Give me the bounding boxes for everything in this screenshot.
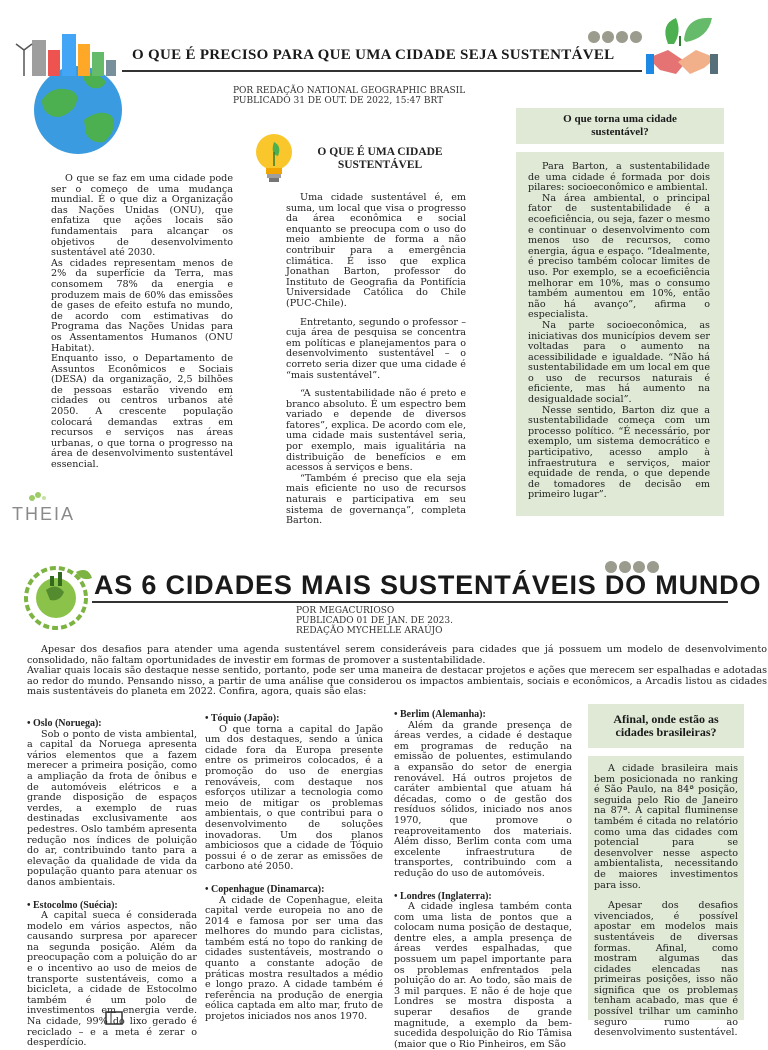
city-name: Copenhague (Dinamarca): bbox=[211, 884, 324, 895]
city-title: • Oslo (Noruega): bbox=[27, 719, 197, 730]
byline-date: PUBLICADO 01 DE JAN. DE 2023. bbox=[296, 616, 453, 626]
paragraph: A cidade brasileira mais bem posicionada no ranking é São Paulo, na 84ª posição, seguida pelo Rio de Janeiro na 87ª. A capital fluminense também é citada no relatório como uma das cidades com potencial para se desenvolver nesse aspecto ambientalista, necessitando de maiores investimentos para isso. bbox=[594, 764, 738, 891]
city-text: A cidade inglesa também conta com uma lista de pontos que a colocam numa posição de destaque, dentre eles, a ampla presença de áreas verdes espalhadas, que possuem um papel importante para os problemas enfrentados pela poluição do ar. Ao todo, são mais de 3 mil parques. E não é de hoje que Londres se mostra disposta a superar desafios de grande magnitude, a exemplo da bem-sucedida despoluição do Rio Tâmisa (maior que o Rio Pinheiros, em São bbox=[394, 902, 572, 1050]
city-title: • Londres (Inglaterra): bbox=[394, 892, 572, 903]
top-mid-column bbox=[286, 193, 466, 527]
mid-heading: O QUE É UMA CIDADE SUSTENTÁVEL bbox=[300, 146, 460, 172]
paragraph: Apesar dos desafios para atender uma agenda sustentável serem consideráveis para cidades que já possuem um modelo de desenvolvimento consolidado, não faltam oportunidades de investir em formas de promover a sustentabilidade. bbox=[27, 645, 767, 666]
paragraph: Para Barton, a sustentabilidade de uma cidade é formada por dois pilares: socioeconômico e ambiental. bbox=[528, 162, 710, 194]
side-heading: O que torna uma cidade sustentável? bbox=[555, 113, 685, 139]
city-title: • Berlim (Alemanha): bbox=[394, 710, 572, 721]
paragraph: Uma cidade sustentável é, em suma, um local que visa o progresso da área econômica e social enquanto se preocupa com o uso do meio ambiente de forma a não contribuir para a emergência climática. É isso que explica Jonathan Barton, professor do Instituto de Geografia da Pontifícia Universidade Católica do Chile (PUC-Chile). bbox=[286, 193, 466, 310]
city-entry-londres bbox=[394, 892, 572, 1050]
cities-column-1 bbox=[27, 719, 197, 1049]
paragraph: Apesar dos desafios vivenciados, é possível apostar em modelos mais sustentáveis de diversas formas. Afinal, como mostram algumas das cidades elencadas nas primeiras posições, isso não significa que os problemas tenham acabado, mas que é possível trilhar um caminho seguro rumo ao desenvolvimento sustentável. bbox=[594, 901, 738, 1039]
city-entry-estocolmo bbox=[27, 901, 197, 1049]
side-box bbox=[516, 152, 724, 516]
bottom-intro bbox=[27, 645, 767, 698]
top-article-title: O QUE É PRECISO PARA QUE UMA CIDADE SEJA SUSTENTÁVEL bbox=[132, 47, 615, 64]
city-text: Sob o ponto de vista ambiental, a capital da Noruega apresenta vários elementos que a fazem merecer a primeira posição, como a ampliação da frota de ônibus e de automóveis elétricos e a grande disposição de espaços verdes, a exemplo de ruas destinadas exclusivamente aos pedestres. Oslo também apresenta redução nos índices de poluição do ar, contribuindo tanto para a elevação da qualidade de vida da população quanto para atenuar os danos ambientais. bbox=[27, 730, 197, 889]
paragraph: “Também é preciso que ela seja mais eficiente no uso de recursos naturais e participativa em seu sistema de governança”, completa Barton. bbox=[286, 474, 466, 527]
cities-column-2 bbox=[205, 714, 383, 1023]
paragraph: Na área ambiental, o principal fator de sustentabilidade é a ecoeficiência, ou seja, fazer o mesmo e continuar o desenvolvimento com menos uso de recursos, como energia, água e espaço. “Idealmente, é preciso também colocar limites de uso. Por exemplo, se a ecoeficiência melhorar em 10%, mas o consumo também aumentou em 10%, então não há avanço”, afirma o especialista. bbox=[528, 194, 710, 321]
city-text: O que torna a capital do Japão um dos destaques, sendo a única cidade fora da Europa presente entre os primeiros colocados, é a promoção do uso de energias renováveis, com destaque nos esforços utilizar a tecnologia como meio de mitigar os problemas ambientais, o que contribui para o desenvolvimento de soluções inovadoras. Um dos planos ambiciosos que a cidade de Tóquio possui é o de zerar as emissões de carbono até 2050. bbox=[205, 725, 383, 873]
city-name: Oslo (Noruega): bbox=[33, 718, 102, 729]
paragraph: Enquanto isso, o Departamento de Assuntos Econômicos e Sociais (DESA) da organização, 2,5 bilhões de pessoas estarão vivendo em cidades ou centros urbanos até 2050. A crescente população colocará demandas extras em recursos e serviços nas áreas urbanas, o que torna o progresso na área de desenvolvimento sustentável essencial. bbox=[51, 354, 233, 471]
earth-city-illustration bbox=[12, 30, 142, 155]
city-entry-berlim bbox=[394, 710, 572, 880]
paragraph: Na parte socioeconômica, as iniciativas dos municípios devem ser voltadas para o aumento na acessibilidade e igualdade. “Não há sustentabilidade em um local em que o uso de recursos naturais é eficiente, mas há aumento na desigualdade social”. bbox=[528, 321, 710, 406]
logo-text: THEIA bbox=[12, 504, 75, 525]
bottom-byline bbox=[296, 606, 453, 636]
brazil-heading: Afinal, onde estão as cidades brasileiras? bbox=[601, 713, 731, 739]
paragraph: O que se faz em uma cidade pode ser o começo de uma mudança mundial. É o que diz a Organização das Nações Unidas (ONU), que enfatiza que ações locais são fundamentais para alcançar os objetivos de desenvolvimento sustentável até 2030. bbox=[51, 174, 233, 259]
city-text: A cidade de Copenhague, eleita capital verde europeia no ano de 2014 e famosa por ser uma das melhores do mundo para ciclistas, também está no topo do ranking de cidades sustentáveis, mostrando o quanto a constante adoção de práticas mostra resultados a médio e longo prazo. A cidade também é referência na produção de energia eólica captada em alto mar, fruto de projetos iniciados nos anos 1970. bbox=[205, 896, 383, 1023]
cities-column-3 bbox=[394, 710, 572, 1024]
sprout-icon bbox=[26, 490, 56, 504]
byline-author: POR REDAÇÃO NATIONAL GEOGRAPHIC BRASIL bbox=[233, 86, 465, 96]
byline-editor: REDAÇÃO MYCHELLE ARAÚJO bbox=[296, 626, 453, 636]
byline-date: PUBLICADO 31 DE OUT. DE 2022, 15:47 BRT bbox=[233, 96, 465, 106]
city-name: Londres (Inglaterra): bbox=[400, 891, 492, 902]
paragraph: Avaliar quais locais são destaque nesse sentido, portanto, pode ser uma maneira de destacar projetos e ações que merecem ser espalhadas e adotadas ao redor do mundo. Pensando nisso, a partir de uma análise que considerou os impactos ambientais, sociais e econômicos, a Arcadis listou as cidades mais sustentáveis do planeta em 2022. Confira, agora, quais são elas: bbox=[27, 666, 767, 698]
brazil-heading-box bbox=[588, 704, 744, 748]
paragraph: Entretanto, segundo o professor – cuja área de pesquisa se concentra em políticas e planejamentos para o desenvolvimento sustentável – o correto seria dizer que uma cidade é “mais sustentável”. bbox=[286, 318, 466, 382]
decorative-dots bbox=[588, 28, 644, 47]
green-earth-icon bbox=[14, 562, 98, 634]
title-underline bbox=[122, 70, 642, 72]
theia-logo bbox=[12, 490, 75, 525]
building-icon bbox=[104, 1010, 124, 1024]
city-name: Estocolmo (Suécia): bbox=[33, 900, 118, 911]
title-underline bbox=[92, 601, 728, 603]
city-entry-toquio bbox=[205, 714, 383, 873]
city-entry-copenhague bbox=[205, 885, 383, 1023]
paragraph: “A sustentabilidade não é preto e branco absoluto. É um espectro bem variado e depende de diversos fatores”, explica. De acordo com ele, uma cidade mais sustentável seria, por exemplo, mais igualitária na distribuição de benefícios e em acessos à serviços e bens. bbox=[286, 389, 466, 474]
city-text: A capital sueca é considerada modelo em vários aspectos, não causando surpresa por aparecer na segunda posição. Além da preocupação com a poluição do ar e o incentivo ao uso de meios de transporte sustentáveis, como a bicicleta, a cidade de Estocolmo também é um polo de investimentos em energia verde. Na cidade, 99% do lixo gerado é reciclado – e a meta é zerar o desperdício. bbox=[27, 911, 197, 1049]
handshake-plant-icon bbox=[646, 10, 718, 88]
lightbulb-icon bbox=[252, 132, 296, 186]
top-left-column bbox=[51, 174, 233, 471]
brazil-box bbox=[588, 756, 744, 1020]
city-title: • Estocolmo (Suécia): bbox=[27, 901, 197, 912]
city-name: Berlim (Alemanha): bbox=[400, 709, 486, 720]
paragraph: As cidades representam menos de 2% da superfície da Terra, mas consomem 78% da energia e produzem mais de 60% das emissões de gases de efeito estufa no mundo, de acordo com estimativas do Programa das Nações Unidas para os Assentamentos Humanos (ONU Habitat). bbox=[51, 259, 233, 354]
byline-author: POR MEGACURIOSO bbox=[296, 606, 453, 616]
city-text: Além da grande presença de áreas verdes, a cidade é destaque em programas de redução na emissão de poluentes, estimulando a expansão do setor de energia renovável. Há outros projetos de caráter ambiental que atuam há décadas, como o de gestão dos resíduos sólidos, iniciado nos anos 1970, que promove o reaproveitamento dos materiais. Além disso, Berlim conta com uma excelente infraestrutura de transportes, contribuindo com a redução do uso de automóveis. bbox=[394, 721, 572, 880]
top-byline bbox=[233, 86, 465, 106]
paragraph: Nesse sentido, Barton diz que a sustentabilidade começa com um processo político. “É necessário, por exemplo, um sistema democrático e participativo, acesso amplo à infraestrutura e serviços, maior equidade de renda, o que depende de tomadores de decisão em primeiro lugar”. bbox=[528, 406, 710, 501]
side-heading-box bbox=[516, 108, 724, 144]
city-entry-oslo bbox=[27, 719, 197, 889]
city-name: Tóquio (Japão): bbox=[211, 713, 280, 724]
city-title: • Copenhague (Dinamarca): bbox=[205, 885, 383, 896]
bottom-article-title: AS 6 CIDADES MAIS SUSTENTÁVEIS DO MUNDO bbox=[94, 570, 761, 601]
city-title: • Tóquio (Japão): bbox=[205, 714, 383, 725]
